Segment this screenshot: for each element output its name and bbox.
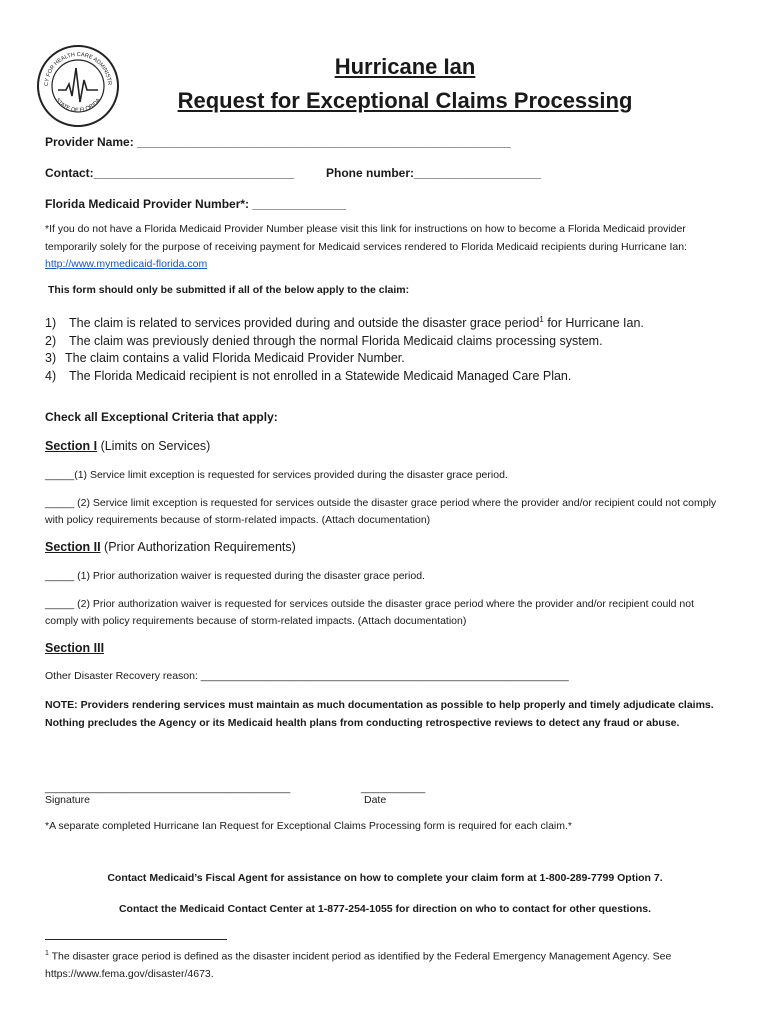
check-criteria-heading: Check all Exceptional Criteria that apply: — [45, 410, 278, 424]
contact-center-info: Contact the Medicaid Contact Center at 1-877-254-1055 for direction on who to contact for other questions. — [118, 903, 652, 915]
provider-name-field[interactable]: Provider Name: ________________________________________________________ — [45, 135, 511, 149]
mymedicaid-link[interactable]: http://www.mymedicaid-florida.com — [45, 258, 208, 270]
contact-field[interactable]: Contact:______________________________ — [45, 166, 294, 180]
date-line[interactable]: ___________ — [361, 782, 426, 794]
criteria-item: 2) The claim was previously denied through the normal Florida Medicaid claims processing system. — [45, 333, 603, 348]
fiscal-agent-contact: Contact Medicaid’s Fiscal Agent for assistance on how to complete your claim form at 1-800-289-7799 Option 7. — [107, 872, 663, 884]
section-3-heading: Section III — [45, 641, 105, 655]
separate-form-note: *A separate completed Hurricane Ian Request for Exceptional Claims Processing form is required for each claim.* — [45, 820, 572, 832]
signature-line[interactable]: __________________________________________ — [45, 782, 291, 794]
section-1-item-1[interactable]: _____(1) Service limit exception is requested for services provided during the disaster grace period. — [45, 469, 508, 481]
documentation-note: NOTE: Providers rendering services must maintain as much documentation as possible to help properly and timely adjudicate claims. Nothing precludes the Agency or its Medicaid health plans from conducting retrospective reviews to detect any fraud or abuse. — [45, 699, 714, 729]
criteria-item: 3) The claim contains a valid Florida Medicaid Provider Number. — [45, 351, 405, 366]
seal-text-top: CY FOR HEALTH CARE ADMINISTR — [43, 51, 113, 87]
section-2-item-1[interactable]: _____ (1) Prior authorization waiver is requested during the disaster grace period. — [45, 570, 425, 582]
title-line-2: Request for Exceptional Claims Processing — [177, 88, 633, 113]
section-2-item-2[interactable]: _____ (2) Prior authorization waiver is requested for services outside the disaster grace period where the provider and/or recipient could not comply with policy requirements because of storm-related impacts. (Attach documentation) — [45, 598, 695, 627]
medicaid-provider-number-field[interactable]: Florida Medicaid Provider Number*: ______________ — [45, 197, 346, 211]
criteria-item: 4) The Florida Medicaid recipient is not enrolled in a Statewide Medicaid Managed Care Plan. — [45, 368, 572, 383]
other-reason-field[interactable]: Other Disaster Recovery reason: _______________________________________________________________ — [45, 670, 569, 682]
section-1-heading: Section I (Limits on Services) — [45, 439, 211, 453]
title-line-1: Hurricane Ian — [334, 54, 476, 79]
date-label: Date — [364, 794, 387, 806]
criteria-list — [45, 311, 725, 385]
signature-label: Signature — [45, 794, 90, 806]
section-1-item-2[interactable]: _____ (2) Service limit exception is requested for services outside the disaster grace period where the provider and/or recipient could not comply with policy requirements because of storm-related impacts. (Attach documentation) — [45, 497, 717, 526]
footnote: $^1$ The disaster grace period is defined as the disaster incident period as identified by the Federal Emergency Management Agency. See https://www.fema.gov/disaster/4673. — [45, 950, 672, 980]
phone-number-field[interactable]: Phone number:___________________ — [326, 166, 541, 180]
criteria-item: 1) The claim is related to services provided during and outside the disaster grace period$^1$ for Hurricane Ian. — [45, 315, 644, 331]
provider-number-note-text: *If you do not have a Florida Medicaid Provider Number please visit this link for instructions on how to become a Florida Medicaid provider temporarily solely for the purpose of receiving payment for Medicaid services rendered to Florida Medicaid recipients during Hurricane Ian: — [45, 223, 687, 253]
criteria-intro: This form should only be submitted if all of the below apply to the claim: — [48, 284, 410, 296]
provider-number-note — [45, 221, 720, 274]
seal-text-bottom: STATE OF FLORIDA — [54, 97, 102, 114]
section-2-heading: Section II (Prior Authorization Requirements) — [45, 540, 296, 554]
footnote-divider — [45, 939, 227, 940]
